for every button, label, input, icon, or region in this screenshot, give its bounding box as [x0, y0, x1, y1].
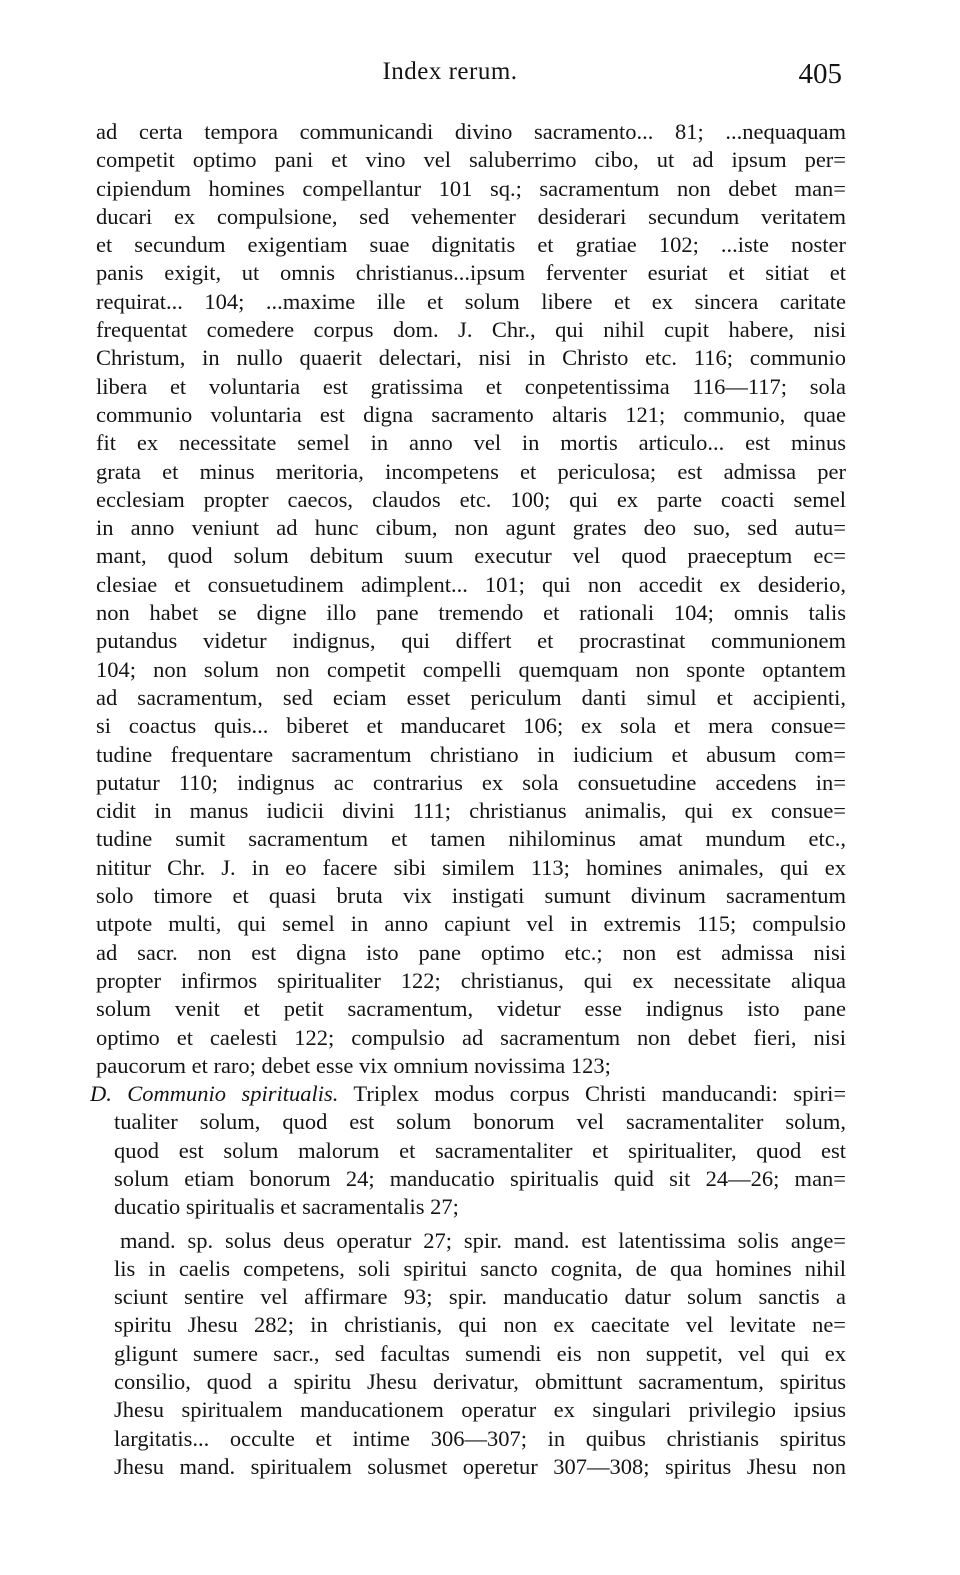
text-line: sciunt sentire vel affirmare 93; spir. manducatio datur solum sanctis a [114, 1284, 846, 1310]
text-line: ad certa tempora communicandi divino sacramento... 81; ...nequaquam [96, 119, 846, 144]
text-line: mant, quod solum debitum suum executur vel quod praeceptum ec= [96, 543, 846, 569]
text-line: fit ex necessitate semel in anno vel in mortis articulo... est minus [96, 430, 846, 456]
text-line: lis in caelis competens, soli spiritui sancto cognita, de qua homines nihil [114, 1255, 846, 1281]
section-d-first-line-text: Triplex modus corpus Christi manducandi: spiri= [353, 1081, 846, 1107]
text-line: tudine sumit sacramentum et tamen nihilominus amat mundum etc., [96, 826, 846, 852]
text-line: consilio, quod a spiritu Jhesu derivatur, obmittunt sacramentum, spiritus [114, 1369, 846, 1395]
text-line: communio voluntaria est digna sacramento altaris 121; communio, quae [96, 401, 846, 427]
text-line: solum venit et petit sacramentum, videtur esse indignus isto pane [96, 996, 846, 1022]
text-line: si coactus quis... biberet et manducaret 106; ex sola et mera consue= [96, 713, 846, 739]
text-line: cidit in manus iudicii divini 111; christianus animalis, qui ex consue= [96, 798, 846, 824]
text-line: in anno veniunt ad hunc cibum, non agunt grates deo suo, sed autu= [96, 515, 846, 541]
text-line: putandus videtur indignus, qui differt et procrastinat communionem [96, 628, 846, 654]
text-line: largitatis... occulte et intime 306—307; in quibus christianis spiritus [114, 1425, 846, 1451]
text-line: ducari ex compulsione, sed vehementer desiderari secundum veritatem [96, 203, 846, 229]
index-text-block [90, 118, 846, 1481]
text-line: Jhesu spiritualem manducationem operatur ex singulari privilegio ipsius [114, 1397, 846, 1423]
text-line: ad sacramentum, sed eciam esset periculum danti simul et accipienti, [96, 684, 846, 710]
text-line: ad sacr. non est digna isto pane optimo etc.; non est admissa nisi [96, 939, 846, 965]
text-line: solo timore et quasi bruta vix instigati sumunt divinum sacramentum [96, 883, 846, 909]
text-line: ducatio spiritualis et sacramentalis 27; [114, 1194, 459, 1220]
text-line: grata et minus meritoria, incompetens et periculosa; est admissa per [96, 458, 846, 484]
text-line: gligunt sumere sacr., sed facultas sumendi eis non suppetit, vel qui ex [114, 1340, 846, 1366]
text-line: quod est solum malorum et sacramentaliter et spiritualiter, quod est [114, 1137, 846, 1163]
text-line: requirat... 104; ...maxime ille et solum libere et ex sincera caritate [96, 288, 846, 314]
text-line: solum etiam bonorum 24; manducatio spiritualis quid sit 24—26; man= [114, 1165, 846, 1191]
text-line: frequentat comedere corpus dom. J. Chr., qui nihil cupit habere, nisi [96, 317, 846, 343]
text-line: libera et voluntaria est gratissima et conpetentissima 116—117; sola [96, 373, 846, 399]
text-line: spiritu Jhesu 282; in christianis, qui non ex caecitate vel levitate ne= [114, 1312, 846, 1338]
text-line: 104; non solum non competit compelli quemquam non sponte optantem [96, 656, 846, 682]
text-line: et secundum exigentiam suae dignitatis et gratiae 102; ...iste noster [96, 232, 846, 258]
section-letter: D. [90, 1081, 112, 1107]
text-line: Christum, in nullo quaerit delectari, nisi in Christo etc. 116; communio [96, 345, 846, 371]
text-line: cipiendum homines compellantur 101 sq.; sacramentum non debet man= [96, 175, 846, 201]
text-line: paucorum et raro; debet esse vix omnium novissima 123; [96, 1052, 611, 1078]
text-line: non habet se digne illo pane tremendo et rationali 104; omnis talis [96, 600, 846, 626]
running-title: Index rerum. [382, 58, 518, 85]
page-number: 405 [798, 58, 842, 90]
text-line: tualiter solum, quod est solum bonorum vel sacramentaliter solum, [114, 1109, 846, 1135]
text-line: Jhesu mand. spiritualem solusmet operetur 307—308; spiritus Jhesu non [114, 1453, 846, 1479]
section-title: Communio spiritualis. [127, 1081, 339, 1107]
text-line: mand. sp. solus deus operatur 27; spir. mand. est latentissima solis ange= [120, 1227, 846, 1253]
text-line: competit optimo pani et vino vel saluberrimo cibo, ut ad ipsum per= [96, 147, 846, 173]
text-line: ecclesiam propter caecos, claudos etc. 100; qui ex parte coacti semel [96, 486, 846, 512]
text-line: clesiae et consuetudinem adimplent... 101; qui non accedit ex desiderio, [96, 571, 846, 597]
text-line: nititur Chr. J. in eo facere sibi similem 113; homines animales, qui ex [96, 854, 846, 880]
section-d-heading-line [90, 1080, 846, 1108]
text-line: tudine frequentare sacramentum christiano in iudicium et abusum com= [96, 741, 846, 767]
text-line: panis exigit, ut omnis christianus...ipsum ferventer esuriat et sitiat et [96, 260, 846, 286]
text-line: putatur 110; indignus ac contrarius ex sola consuetudine accedens in= [96, 769, 846, 795]
text-line: propter infirmos spiritualiter 122; christianus, qui ex necessitate aliqua [96, 967, 846, 993]
text-line: optimo et caelesti 122; compulsio ad sacramentum non debet fieri, nisi [96, 1024, 846, 1050]
text-line: utpote multi, qui semel in anno capiunt vel in extremis 115; compulsio [96, 911, 846, 937]
